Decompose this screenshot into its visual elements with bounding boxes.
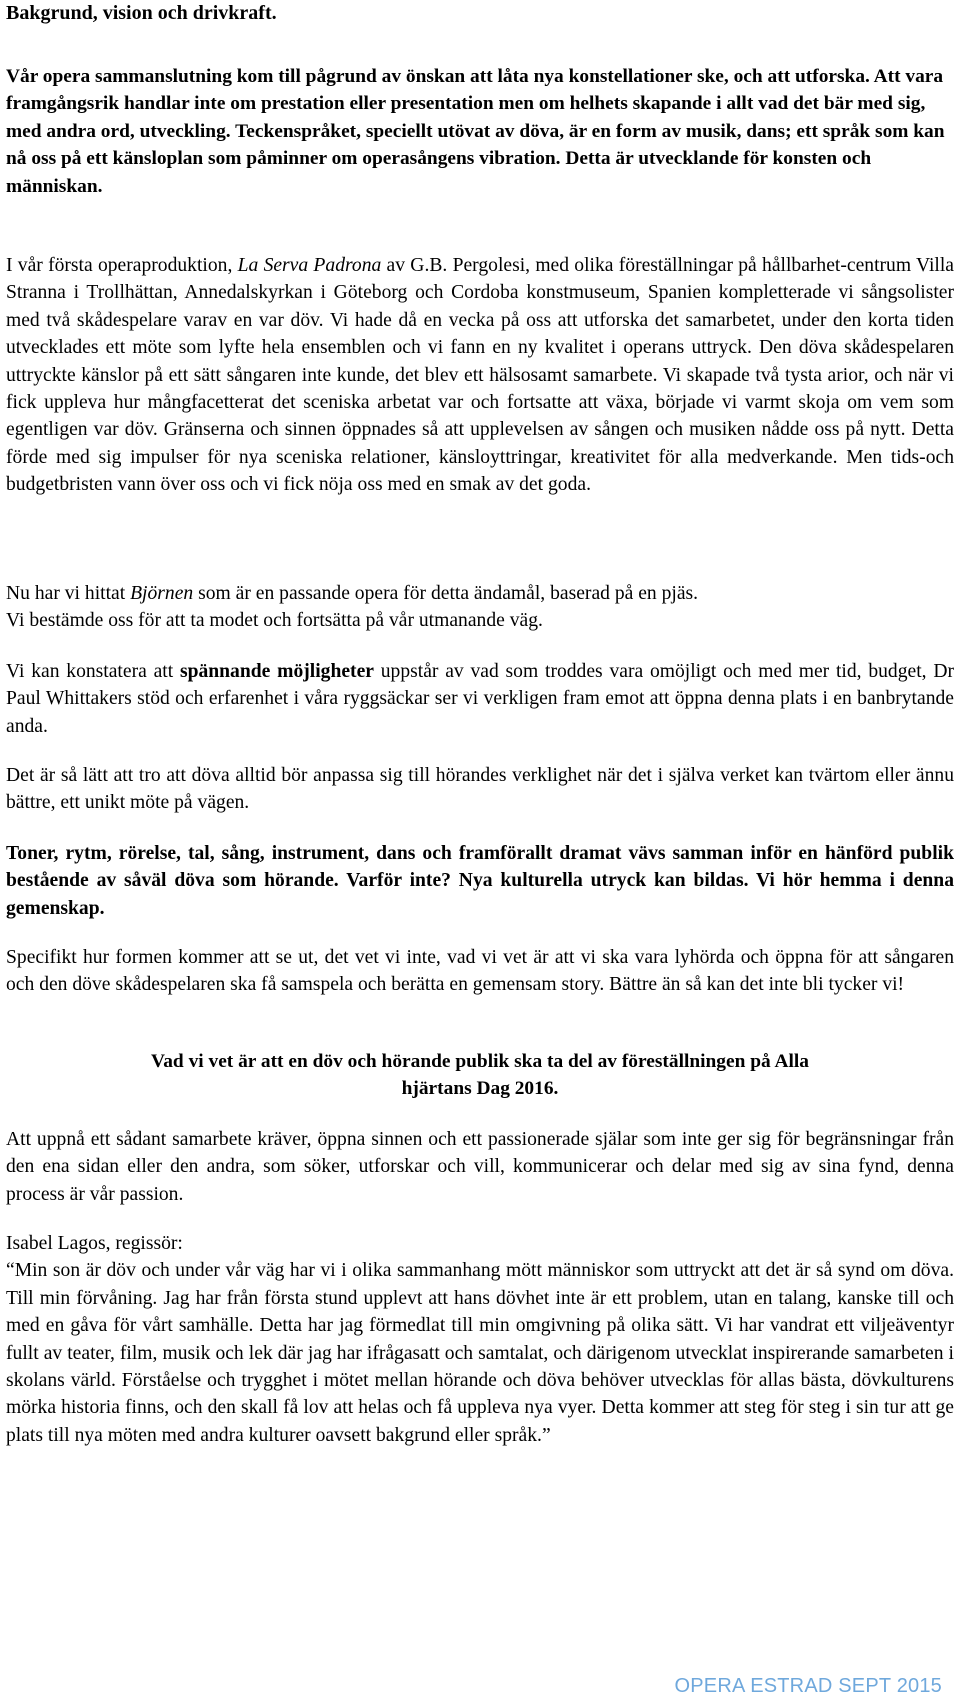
text: Nu har vi hittat xyxy=(6,583,131,604)
paragraph-valentines xyxy=(6,1048,954,1103)
text: hjärtans Dag 2016. xyxy=(401,1078,559,1100)
text: som är en passande opera för detta ändamål, baserad på en pjäs. xyxy=(193,583,699,604)
paragraph-collaboration: Att uppnå ett sådant samarbete kräver, öppna sinnen och ett passionerade själar som inte ger sig för begränsningar från den ena sidan eller den andra, som söker, utforskar och vill, kommunicerar och delar med sig av sina fynd, denna process är vår passion. xyxy=(6,1129,954,1205)
paragraph-intro: Vår opera sammanslutning kom till pågrund av önskan att låta nya konstellationer ske, och att utforska. Att vara framgångsrik handlar inte om prestation eller presentation men om helhets skapande i allt vad det bär med sig, med andra ord, utveckling. Teckenspråket, speciellt utövat av döva, är en form av musik, dans; ett språk som kan nå oss på ett känsloplan som påminner om operasångens vibration. Detta är utvecklande för konsten och människan. xyxy=(6,66,945,197)
heading: Bakgrund, vision och drivkraft. xyxy=(6,2,277,24)
footer-label: OPERA ESTRAD SEPT 2015 xyxy=(674,1675,942,1697)
paragraph-quote xyxy=(6,1230,954,1449)
quote-text: “Min son är döv och under vår väg har vi i olika sammanhang mött människor som uttryckt att det är så synd om döva. Till min förvåning. Jag har från första stund upplevt att hans dövhet inte är ett problem, utan en talang, kanske till och med en gåva för vårt samhälle. Detta har jag förmedlat till min omgivning på olika sätt. Vi har vandrat ett viljeäventyr fullt av teater, film, musik och lek där jag har ifrågasatt och samtalat, och därigenom utvecklat inspirerande samarbeten i skolans värld. Förståelse och trygghet i mötet mellan hörande och döva behöver utvecklas för allas bästa, dövkulturens mörka historia finns, och den skall få lov att helas och få uppleva nya vyer. Detta kommer att steg för steg i sin tur att ge plats till nya möten med andra kulturer oavsett bakgrund eller språk.” xyxy=(6,1260,954,1446)
opera-title: La Serva Padrona xyxy=(237,255,382,276)
paragraph-community: Toner, rytm, rörelse, tal, sång, instrument, dans och framförallt dramat vävs samman inför en hänförd publik bestående av såväl döva som hörande. Varför inte? Nya kulturella utryck kan bildas. Vi hör hemma i denna gemenskap. xyxy=(6,843,954,919)
text: Vad vi vet är att en döv och hörande publik ska ta del av föreställningen på Alla xyxy=(151,1051,809,1072)
paragraph-form: Specifikt hur formen kommer att se ut, det vet vi inte, vad vi vet är att vi ska vara lyhörda och öppna för att sångaren och den döve skådespelaren ska få samspela och berätta en gemensam story. Bättre än så kan det inte bli tycker vi! xyxy=(6,947,954,996)
paragraph-adaptation: Det är så lätt att tro att döva alltid bör anpassa sig till hörandes verklighet när det i själva verket kan tvärtom eller ännu bättre, ett unikt möte på vägen. xyxy=(6,765,954,814)
text: Vi kan konstatera att xyxy=(6,661,180,682)
paragraph-possibilities xyxy=(6,658,954,740)
emphasis: spännande möjligheter xyxy=(179,661,374,682)
opera-title: Björnen xyxy=(130,583,194,604)
paragraph-first-production xyxy=(6,252,954,499)
text: uppstår av vad som troddes vara omöjligt och med mer tid, budget, Dr Paul Whittakers stöd och erfarenhet i våra ryggsäckar ser vi verkligen fram emot att öppna denna plats i en banbrytande anda. xyxy=(6,661,955,737)
text: I vår första operaproduktion, xyxy=(6,255,238,276)
paragraph-bjornen xyxy=(6,580,954,635)
text: av G.B. Pergolesi, med olika föreställningar på hållbarhet-centrum Villa Stranna i Trollhättan, Annedalskyrkan i Göteborg och Cordoba konstmuseum, Spanien kompletterade vi sångsolister med två skådespelare varav en var döv. Vi hade då en vecka på oss att utforska det samarbetet, under den korta tiden utvecklades ett möte som lyfte hela ensemblen och vi fann en ny kvalitet i operans uttryck. Den döva skådespelaren uttryckte känslor på ett sätt sångaren inte kunde, det blev ett hälsosamt samarbete. Vi skapade två tysta arior, och när vi fick uppleva hur mångfacetterat det sceniska arbetat var och fortsatte att växa, började vi varmt skoja om vem som egentligen var döv. Gränserna och sinnen öppnades så att upplevelsen av sången och musiken nådde oss på nytt. Detta förde med sig impulser för nya sceniska relationer, känsloyttringar, kreativitet för alla medverkande. Men tids-och budgetbristen vann över oss och vi fick nöja oss med en smak av det goda. xyxy=(6,255,954,496)
speaker: Isabel Lagos, regissör: xyxy=(6,1233,183,1254)
text: Vi bestämde oss för att ta modet och fortsätta på vår utmanande väg. xyxy=(6,610,543,632)
